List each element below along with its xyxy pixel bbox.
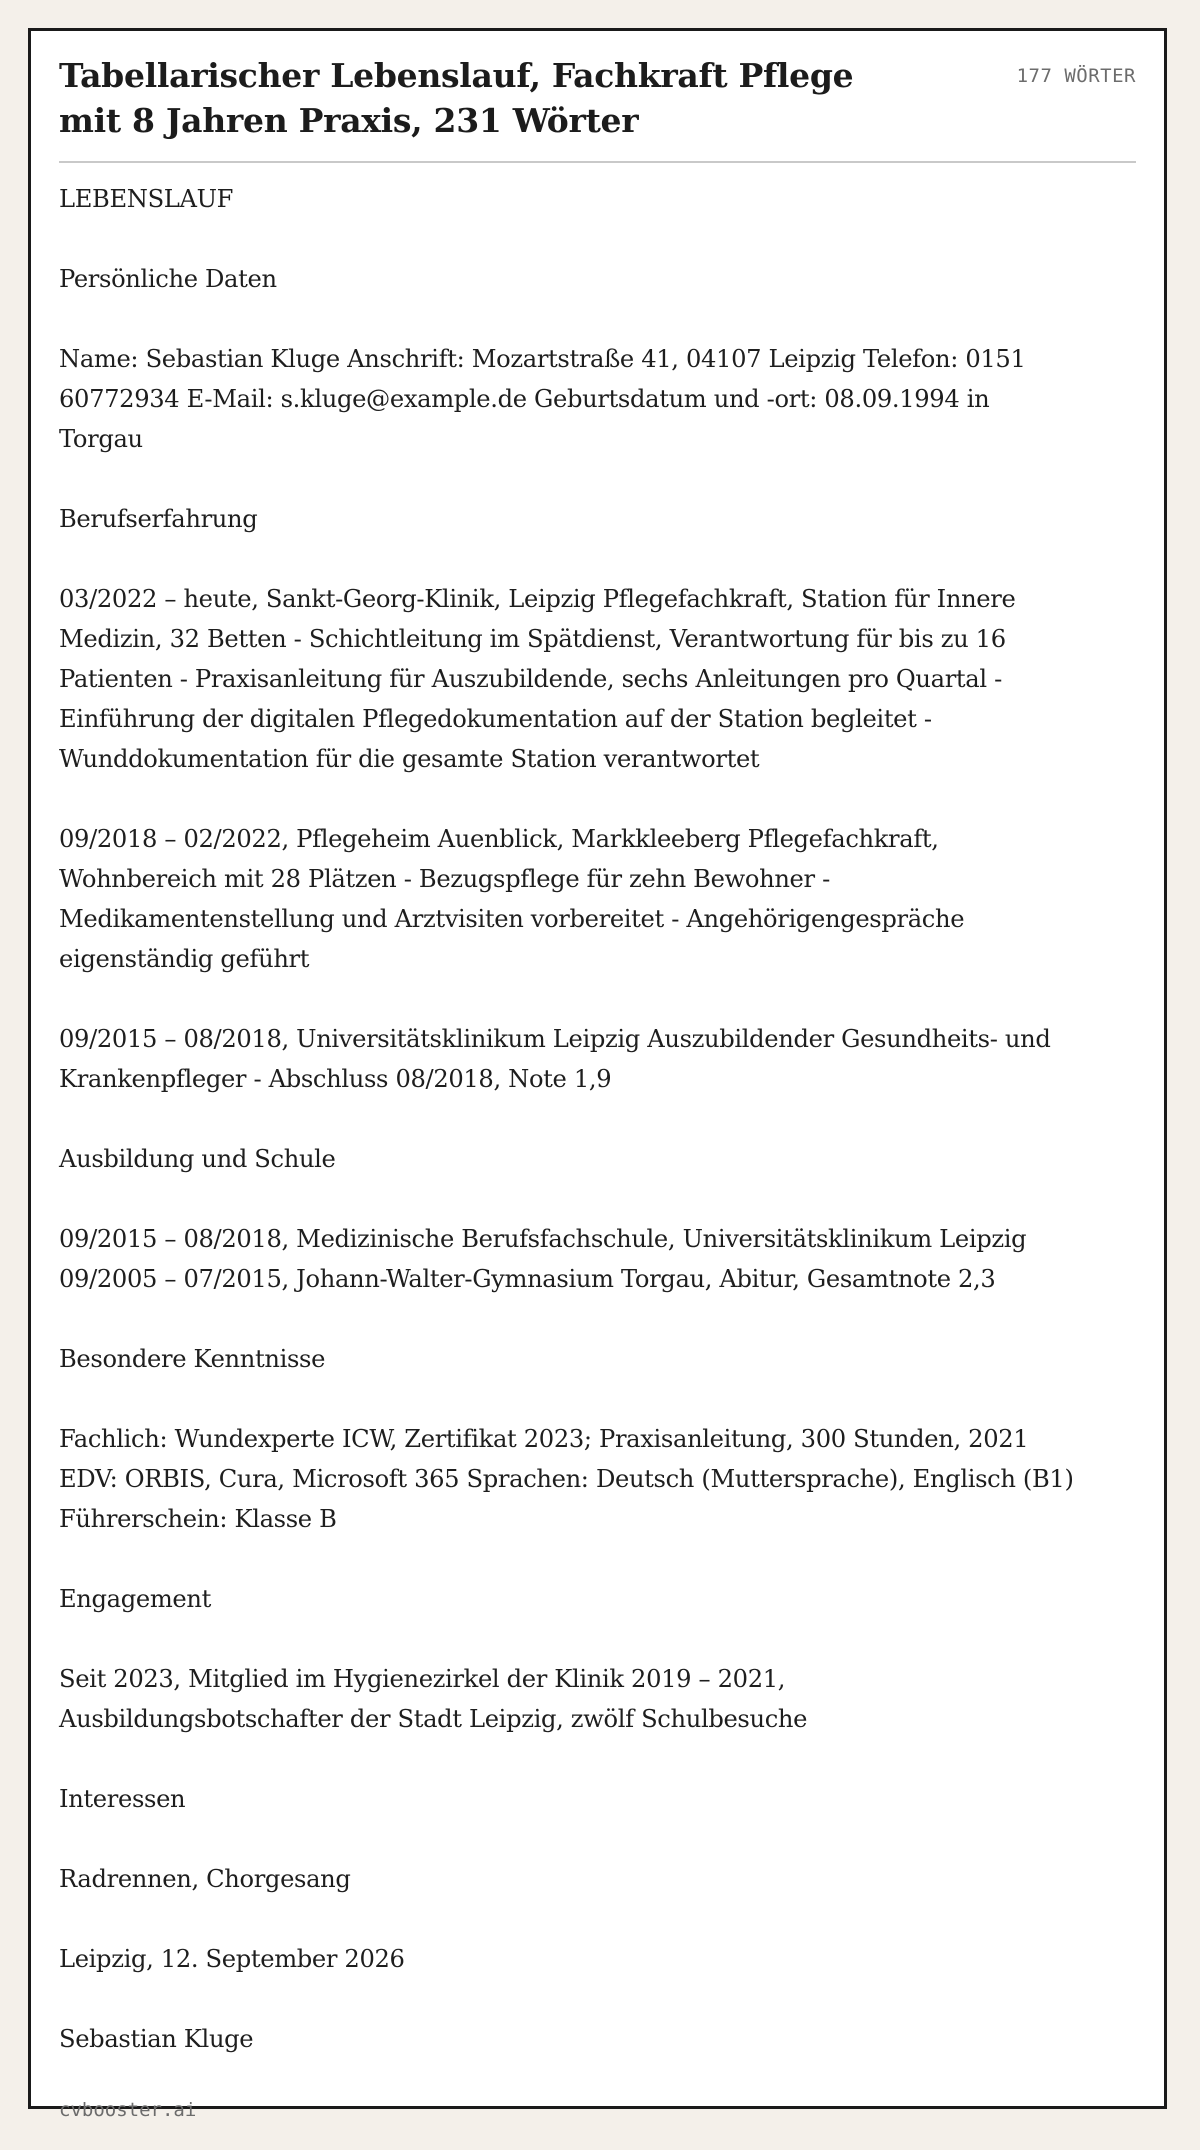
document-header [59, 53, 1136, 143]
word-count-badge: 177 WÖRTER [1016, 65, 1136, 87]
document-body [59, 179, 1074, 2059]
interests-text: Radrennen, Chorgesang [59, 1865, 351, 1893]
signature-name: Sebastian Kluge [59, 2025, 254, 2053]
section-heading-interests: Interessen [59, 1785, 186, 1813]
footer-brand: cvbooster.ai [59, 2099, 197, 2121]
experience-entry: 09/2018 – 02/2022, Pflegeheim Auenblick, Markkleeberg Pflegefachkraft, Wohnbereich mit 28 Plätzen - Bezugspflege für zehn Bewohner - Medikamentenstellung und Arztvisiten vorbereitet - Angehörigengespräche eigenständig geführt [59, 825, 965, 973]
section-heading-personal: Persönliche Daten [59, 265, 277, 293]
section-heading-engagement: Engagement [59, 1585, 211, 1613]
skills-text: Fachlich: Wundexperte ICW, Zertifikat 2023; Praxisanleitung, 300 Stunden, 2021 EDV: ORBIS, Cura, Microsoft 365 Sprachen: Deutsch (Muttersprache), Englisch (B1) Führerschein: Klasse B [59, 1425, 1074, 1533]
experience-entry: 03/2022 – heute, Sankt-Georg-Klinik, Leipzig Pflegefachkraft, Station für Innere Medizin, 32 Betten - Schichtleitung im Spätdienst, Verantwortung für bis zu 16 Patienten - Praxisanleitung für Auszubildende, sechs Anleitungen pro Quartal - Einführung der digitalen Pflegedokumentation auf der Station begleitet - Wunddokumentation für die gesamte Station verantwortet [59, 585, 1016, 773]
section-heading-education: Ausbildung und Schule [59, 1145, 336, 1173]
education-entries: 09/2015 – 08/2018, Medizinische Berufsfachschule, Universitätsklinikum Leipzig 09/2005 – 07/2015, Johann-Walter-Gymnasium Torgau, Abitur, Gesamtnote 2,3 [59, 1225, 1027, 1293]
place-date: Leipzig, 12. September 2026 [59, 1945, 405, 1973]
cv-heading: LEBENSLAUF [59, 185, 234, 213]
personal-details: Name: Sebastian Kluge Anschrift: Mozartstraße 41, 04107 Leipzig Telefon: 0151 60772934 E-Mail: s.kluge@example.de Geburtsdatum und -ort: 08.09.1994 in Torgau [59, 345, 1026, 453]
section-heading-experience: Berufserfahrung [59, 505, 258, 533]
engagement-text: Seit 2023, Mitglied im Hygienezirkel der Klinik 2019 – 2021, Ausbildungsbotschafter der Stadt Leipzig, zwölf Schulbesuche [59, 1665, 808, 1733]
section-heading-skills: Besondere Kenntnisse [59, 1345, 326, 1373]
document-title: Tabellarischer Lebenslauf, Fachkraft Pflege mit 8 Jahren Praxis, 231 Wörter [59, 56, 854, 140]
experience-entry: 09/2015 – 08/2018, Universitätsklinikum Leipzig Auszubildender Gesundheits- und Krankenpfleger - Abschluss 08/2018, Note 1,9 [59, 1025, 1051, 1093]
header-divider [59, 161, 1136, 163]
document-card [28, 28, 1167, 2121]
